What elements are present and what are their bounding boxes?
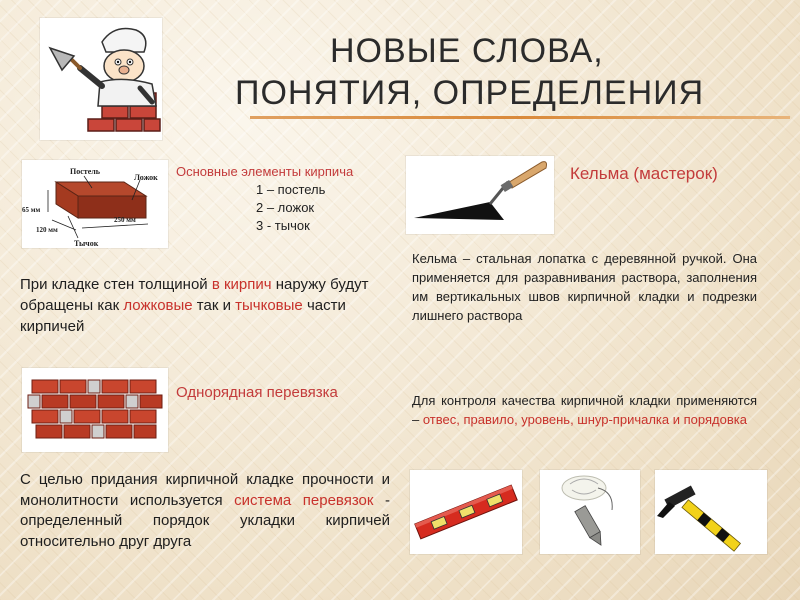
quality-paragraph <box>412 392 757 429</box>
perevyazka-heading: Однорядная перевязка <box>176 384 338 401</box>
diagram-dim-width: 120 мм <box>36 226 58 234</box>
diagram-dim-length: 250 мм <box>114 216 136 224</box>
brick-wall-image <box>22 368 168 452</box>
definition-text: Кельма – стальная лопатка с деревянной ручкой. Она применяется для разравнивания раствора, заполнения им вертикальных швов кирпичной кладки и подрезки лишнего раствора <box>412 251 757 323</box>
page-title <box>235 30 735 114</box>
kelma-heading: Кельма (мастерок) <box>570 164 718 183</box>
highlight-span: в кирпич <box>211 276 272 293</box>
highlight-span: отвес, правило, уровень, шнур-причалка и порядовка <box>422 411 747 427</box>
diagram-dim-height: 65 мм <box>22 206 41 214</box>
text-span: При кладке стен толщиной <box>20 276 212 293</box>
highlight-span: тычковые <box>235 297 303 314</box>
trowel-image <box>406 156 554 234</box>
title-underline <box>250 116 790 119</box>
text-span: наружу будут обращены как <box>20 276 369 314</box>
mason-hammer-image <box>655 470 767 554</box>
spirit-level-image <box>410 470 522 554</box>
brick-element-item: 1 – постель <box>256 182 326 197</box>
text-span: С целью придания кирпичной кладке прочности и монолитности используется <box>20 471 390 509</box>
diagram-label-lozhok: Ложок <box>134 173 158 182</box>
title-line-2: ПОНЯТИЯ, ОПРЕДЕЛЕНИЯ <box>235 74 705 112</box>
text-span: Для контроля качества кирпичной кладки применяются – <box>412 393 757 427</box>
mason-cartoon-image <box>40 18 162 140</box>
text-span: части кирпичей <box>20 297 346 335</box>
text-span: - определенный порядок укладки кирпичей относительно друг друга <box>20 491 390 550</box>
diagram-label-postel: Постель <box>70 167 100 176</box>
diagram-label-tychok: Тычок <box>74 239 99 248</box>
text-span: так и <box>192 297 236 314</box>
plumb-bob-image <box>540 470 640 554</box>
brick-diagram-image <box>22 160 168 248</box>
laying-paragraph <box>20 274 395 337</box>
highlight-span: ложковые <box>123 297 193 314</box>
brick-elements-heading: Основные элементы кирпича <box>176 164 354 179</box>
title-line-1: НОВЫЕ СЛОВА, <box>330 32 604 70</box>
strength-paragraph <box>20 470 390 552</box>
kelma-definition <box>412 249 757 325</box>
brick-element-item: 2 – ложок <box>256 200 315 215</box>
brick-element-item: 3 - тычок <box>256 218 310 233</box>
highlight-span: система перевязок <box>234 491 374 509</box>
